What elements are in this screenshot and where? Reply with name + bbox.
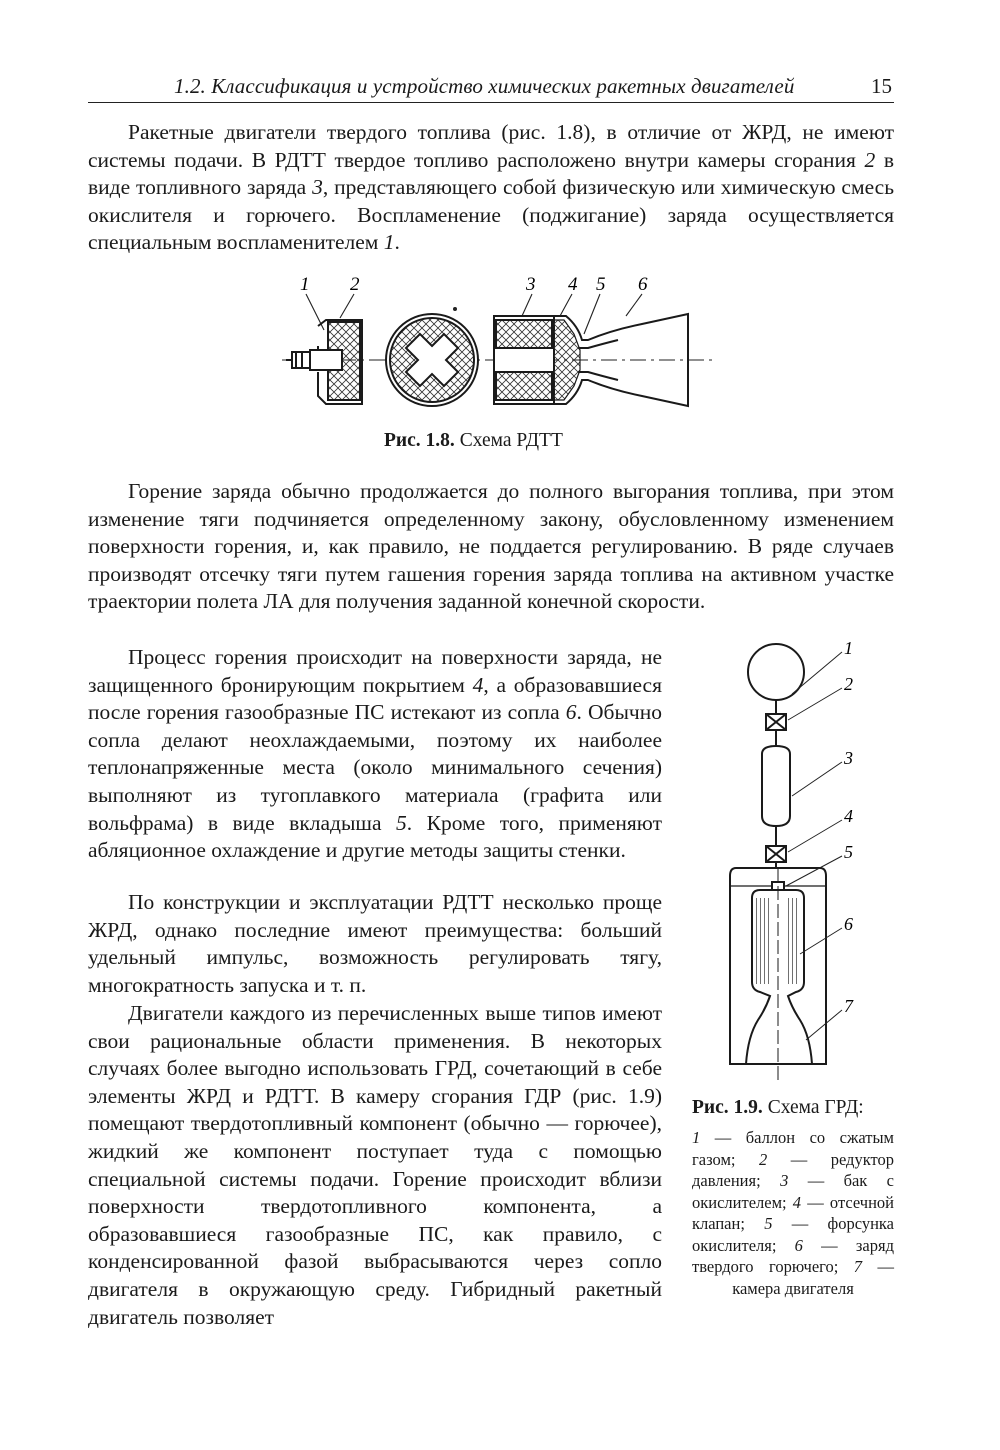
ref-number: 4 [472, 672, 484, 697]
fig18-label-3: 3 [526, 274, 536, 295]
fig19-label-5: 5 [844, 842, 853, 862]
text-run: Двигатели каждого из перечисленных выше типов имеют свои рациональные области применения. В некоторых случаях более выгодно использовать ГРД, сочетающий в себе элементы ЖРД и РДТТ. В камеру сгорания ГДР (рис. 1.9) помещают твердотопливный компонент (обычно — горючее), жидкий же компонент поступает туда с помощью специальной системы подачи. Горение происходит вблизи поверхности твердотопливного компонента, а образовавшиеся газообразные ПС, как правило, с конденсированной фазой выбрасываются через сопло двигателя в окружающую среду. Гибридный ракетный двигатель позволяет [88, 1001, 662, 1329]
text-run: — заряд твердого горючего; [692, 1235, 894, 1276]
fig18-caption-text: Схема РДТТ [454, 430, 563, 451]
paragraph-construction [88, 889, 662, 999]
fig18-label-5: 5 [596, 274, 606, 295]
ref-number: 5 [764, 1214, 773, 1233]
text-run: — форсунка окислителя; [692, 1214, 894, 1255]
paragraph-burning-process [88, 644, 662, 865]
text-run: , представляющего собой физическую или химическую смесь окислителя и горючего. Воспламенение (поджигание) заряда осуществляется специальным воспламенителем [88, 175, 895, 255]
fig19-label-1: 1 [844, 638, 853, 658]
text-run: — бак с окислителем; [692, 1171, 894, 1212]
paragraph-hybrid [88, 1000, 662, 1331]
paragraph-srm-intro [88, 119, 894, 257]
ref-number: 6 [565, 700, 577, 725]
text-run: — камера двигателя [732, 1257, 894, 1298]
text-run: По конструкции и эксплуатации РДТТ несколько проще ЖРД, однако последние имеют преимущества: больший удельный импульс, возможность регулировать тягу, многократность запуска и т. п. [88, 890, 662, 997]
text-run: . Обычно сопла делают неохлаждаемыми, поэтому их наиболее теплонапряженные места (около минимального сечения) выполняют из тугоплавкого материала (графита или вольфрама) в виде вкладыша [88, 700, 662, 835]
figure-1-9-hybrid-diagram [700, 636, 890, 1086]
fig19-label-3: 3 [844, 748, 853, 768]
page-number: 15 [871, 74, 892, 98]
text-run: . [394, 230, 400, 255]
ref-number: 7 [853, 1257, 863, 1276]
text-run: в виде топливного заряда [88, 147, 894, 200]
text-run: — редуктор давления; [692, 1149, 894, 1190]
fig19-label-6: 6 [844, 914, 853, 934]
text-run: Процесс горения происходит на поверхности заряда, не защищенного бронирующим покрытием [88, 645, 662, 697]
fig19-label-2: 2 [844, 674, 853, 694]
ref-number: 3 [780, 1171, 789, 1190]
fig19-caption-label: Рис. 1.9. [692, 1097, 763, 1118]
ref-number: 3 [312, 175, 323, 200]
figure-1-9-caption [692, 1097, 864, 1119]
fig19-label-7: 7 [844, 996, 853, 1016]
fig18-caption-label: Рис. 1.8. [384, 430, 455, 451]
fig18-label-2: 2 [350, 274, 360, 295]
fig18-label-6: 6 [638, 274, 648, 295]
section-title: 1.2. Классификация и устройство химических ракетных двигателей [174, 74, 795, 98]
ref-number: 6 [794, 1235, 803, 1255]
fig18-label-4: 4 [568, 274, 578, 295]
text-run: , а образовавшиеся после горения газообразные ПС истекают из сопла [88, 672, 662, 725]
fig19-label-4: 4 [844, 806, 853, 826]
paragraph-combustion [88, 478, 894, 616]
text-run: — баллон со сжатым газом; [692, 1128, 894, 1169]
fig18-label-1: 1 [300, 274, 310, 295]
fig19-caption-text: Схема ГРД: [762, 1097, 864, 1118]
ref-number: 1 [383, 230, 395, 255]
ref-number: 1 [692, 1128, 701, 1147]
text-run: Горение заряда обычно продолжается до полного выгорания топлива, при этом изменение тяги подчиняется определенному закону, обусловленному изменением поверхности горения, и, как правило, не поддается регулированию. В ряде случаев производят отсечку тяги путем гашения горения заряда топлива на активном участке траектории полета ЛА для получения заданной конечной скорости. [88, 479, 894, 614]
ref-number: 2 [864, 147, 876, 172]
running-header [88, 72, 894, 103]
figure-1-8-srm-diagram [282, 268, 722, 416]
text-run: — отсечной клапан; [692, 1192, 895, 1233]
figure-1-9-legend [692, 1127, 894, 1299]
figure-1-8-caption [384, 430, 563, 452]
ref-number: 4 [792, 1192, 802, 1212]
text-run: Ракетные двигатели твердого топлива (рис. 1.8), в отличие от ЖРД, не имеют системы подачи. В РДТТ твердое топливо расположено внутри камеры сгорания [88, 120, 894, 172]
ref-number: 2 [758, 1149, 768, 1169]
ref-number: 5 [396, 810, 407, 835]
text-run: . Кроме того, применяют абляционное охлаждение и другие методы защиты стенки. [88, 810, 662, 863]
